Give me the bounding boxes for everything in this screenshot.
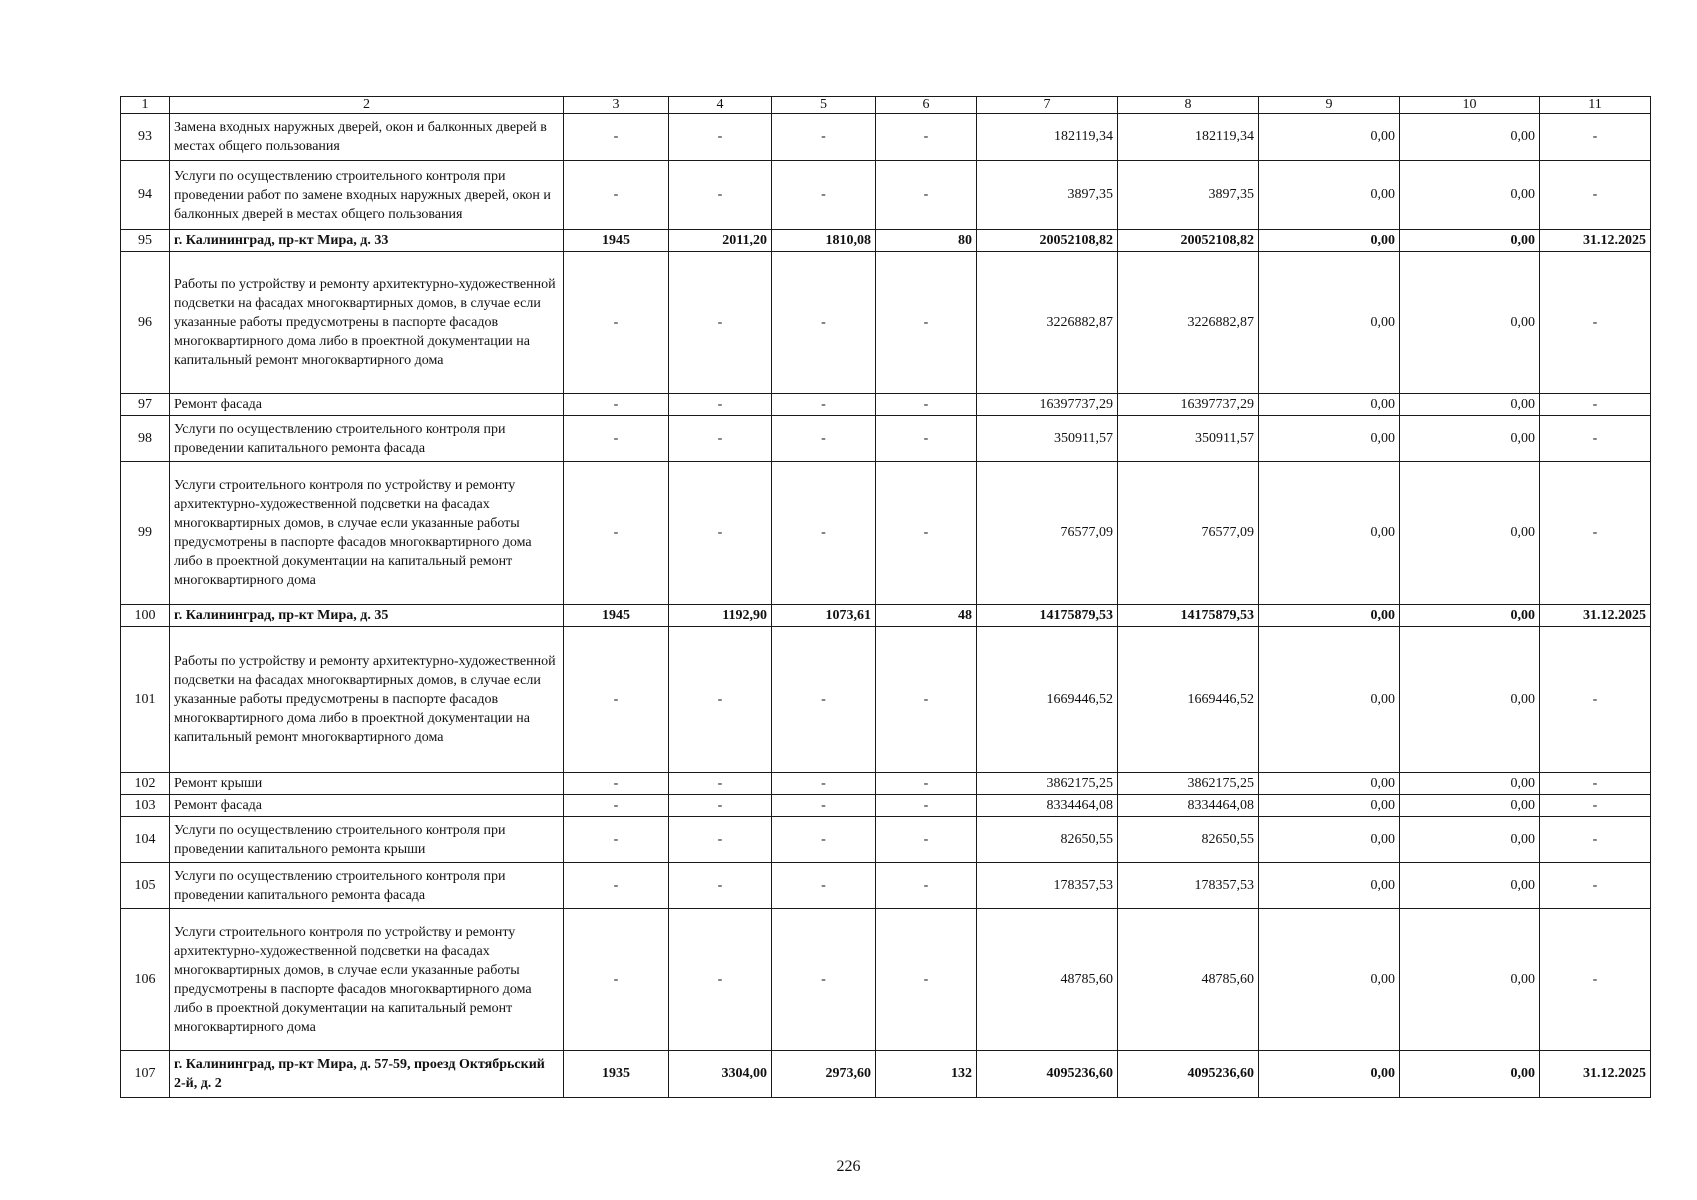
page-number: 226 (836, 1158, 861, 1175)
table-row (121, 795, 1651, 817)
budget-cost: 0,00 (1259, 627, 1400, 773)
living-area: - (772, 817, 876, 863)
fund-cost: 82650,55 (1118, 817, 1259, 863)
row-number: 97 (121, 394, 170, 416)
header-cell: 10 (1400, 97, 1540, 114)
header-cell: 9 (1259, 97, 1400, 114)
residents-count: - (876, 795, 977, 817)
header-cell: 6 (876, 97, 977, 114)
other-cost: 0,00 (1400, 817, 1540, 863)
table-row (121, 161, 1651, 230)
deadline: - (1540, 627, 1651, 773)
header-cell: 4 (669, 97, 772, 114)
table-row (121, 114, 1651, 161)
residents-count: 132 (876, 1051, 977, 1098)
row-number: 96 (121, 252, 170, 394)
living-area: - (772, 795, 876, 817)
build-year: - (564, 416, 669, 462)
other-cost: 0,00 (1400, 462, 1540, 605)
build-year: 1935 (564, 1051, 669, 1098)
fund-cost: 14175879,53 (1118, 605, 1259, 627)
living-area: - (772, 114, 876, 161)
fund-cost: 3897,35 (1118, 161, 1259, 230)
row-number: 99 (121, 462, 170, 605)
total-cost: 20052108,82 (977, 230, 1118, 252)
fund-cost: 3226882,87 (1118, 252, 1259, 394)
header-cell: 1 (121, 97, 170, 114)
deadline: - (1540, 795, 1651, 817)
total-cost: 8334464,08 (977, 795, 1118, 817)
row-number: 100 (121, 605, 170, 627)
work-name: Услуги по осуществлению строительного контроля при проведении капитального ремонта крыши (170, 817, 564, 863)
living-area: - (772, 416, 876, 462)
build-year: - (564, 114, 669, 161)
residents-count: - (876, 909, 977, 1051)
residents-count: - (876, 394, 977, 416)
build-year: - (564, 773, 669, 795)
total-area: - (669, 627, 772, 773)
other-cost: 0,00 (1400, 416, 1540, 462)
budget-cost: 0,00 (1259, 230, 1400, 252)
deadline: - (1540, 114, 1651, 161)
row-number: 93 (121, 114, 170, 161)
total-area: - (669, 114, 772, 161)
work-name: Ремонт фасада (170, 394, 564, 416)
total-area: 2011,20 (669, 230, 772, 252)
residents-count: - (876, 416, 977, 462)
total-cost: 182119,34 (977, 114, 1118, 161)
total-area: 1192,90 (669, 605, 772, 627)
address-row (121, 1051, 1651, 1098)
table-row (121, 252, 1651, 394)
living-area: - (772, 773, 876, 795)
building-address: г. Калининград, пр-кт Мира, д. 33 (170, 230, 564, 252)
build-year: - (564, 795, 669, 817)
total-area: 3304,00 (669, 1051, 772, 1098)
fund-cost: 1669446,52 (1118, 627, 1259, 773)
total-cost: 14175879,53 (977, 605, 1118, 627)
deadline: 31.12.2025 (1540, 1051, 1651, 1098)
total-cost: 350911,57 (977, 416, 1118, 462)
deadline: - (1540, 909, 1651, 1051)
total-area: - (669, 909, 772, 1051)
build-year: - (564, 394, 669, 416)
deadline: - (1540, 462, 1651, 605)
living-area: 1073,61 (772, 605, 876, 627)
row-number: 103 (121, 795, 170, 817)
residents-count: - (876, 773, 977, 795)
fund-cost: 76577,09 (1118, 462, 1259, 605)
total-cost: 178357,53 (977, 863, 1118, 909)
fund-cost: 182119,34 (1118, 114, 1259, 161)
row-number: 106 (121, 909, 170, 1051)
build-year: - (564, 863, 669, 909)
living-area: 2973,60 (772, 1051, 876, 1098)
budget-cost: 0,00 (1259, 161, 1400, 230)
living-area: - (772, 252, 876, 394)
other-cost: 0,00 (1400, 795, 1540, 817)
work-name: Услуги по осуществлению строительного контроля при проведении капитального ремонта фасада (170, 863, 564, 909)
deadline: - (1540, 817, 1651, 863)
header-cell: 8 (1118, 97, 1259, 114)
other-cost: 0,00 (1400, 161, 1540, 230)
building-address: г. Калининград, пр-кт Мира, д. 57-59, проезд Октябрьский 2-й, д. 2 (170, 1051, 564, 1098)
total-area: - (669, 462, 772, 605)
work-name: Услуги по осуществлению строительного контроля при проведении капитального ремонта фасада (170, 416, 564, 462)
work-name: Услуги строительного контроля по устройству и ремонту архитектурно-художественной подсветки на фасадах многоквартирных домов, в случае если указанные работы предусмотрены в паспорте фасадов многоквартирного дома либо в проектной документации на капитальный ремонт многоквартирного дома (170, 462, 564, 605)
residents-count: 80 (876, 230, 977, 252)
table-row (121, 773, 1651, 795)
table-row (121, 627, 1651, 773)
fund-cost: 3862175,25 (1118, 773, 1259, 795)
deadline: - (1540, 252, 1651, 394)
residents-count: - (876, 161, 977, 230)
row-number: 102 (121, 773, 170, 795)
fund-cost: 16397737,29 (1118, 394, 1259, 416)
living-area: - (772, 161, 876, 230)
deadline: - (1540, 773, 1651, 795)
fund-cost: 4095236,60 (1118, 1051, 1259, 1098)
total-cost: 1669446,52 (977, 627, 1118, 773)
residents-count: - (876, 114, 977, 161)
residents-count: - (876, 252, 977, 394)
total-cost: 3862175,25 (977, 773, 1118, 795)
work-name: Работы по устройству и ремонту архитектурно-художественной подсветки на фасадах многоквартирных домов, в случае если указанные работы предусмотрены в паспорте фасадов многоквартирного дома либо в проектной документации на капитальный ремонт многоквартирного дома (170, 252, 564, 394)
building-address: г. Калининград, пр-кт Мира, д. 35 (170, 605, 564, 627)
table-row (121, 416, 1651, 462)
build-year: - (564, 817, 669, 863)
work-name: Ремонт крыши (170, 773, 564, 795)
fund-cost: 350911,57 (1118, 416, 1259, 462)
row-number: 95 (121, 230, 170, 252)
budget-cost: 0,00 (1259, 416, 1400, 462)
residents-count: - (876, 817, 977, 863)
other-cost: 0,00 (1400, 114, 1540, 161)
total-cost: 3226882,87 (977, 252, 1118, 394)
total-cost: 3897,35 (977, 161, 1118, 230)
budget-cost: 0,00 (1259, 1051, 1400, 1098)
living-area: - (772, 627, 876, 773)
other-cost: 0,00 (1400, 909, 1540, 1051)
total-area: - (669, 416, 772, 462)
row-number: 105 (121, 863, 170, 909)
table-row (121, 462, 1651, 605)
total-area: - (669, 795, 772, 817)
table-row (121, 394, 1651, 416)
budget-cost: 0,00 (1259, 605, 1400, 627)
build-year: - (564, 161, 669, 230)
living-area: - (772, 863, 876, 909)
total-cost: 76577,09 (977, 462, 1118, 605)
total-cost: 16397737,29 (977, 394, 1118, 416)
residents-count: - (876, 627, 977, 773)
living-area: - (772, 909, 876, 1051)
residents-count: 48 (876, 605, 977, 627)
row-number: 107 (121, 1051, 170, 1098)
work-name: Ремонт фасада (170, 795, 564, 817)
header-cell: 3 (564, 97, 669, 114)
budget-cost: 0,00 (1259, 817, 1400, 863)
build-year: - (564, 627, 669, 773)
header-cell: 11 (1540, 97, 1651, 114)
total-cost: 48785,60 (977, 909, 1118, 1051)
row-number: 94 (121, 161, 170, 230)
total-area: - (669, 817, 772, 863)
build-year: - (564, 909, 669, 1051)
budget-cost: 0,00 (1259, 114, 1400, 161)
other-cost: 0,00 (1400, 605, 1540, 627)
address-row (121, 230, 1651, 252)
table-row (121, 817, 1651, 863)
header-cell: 7 (977, 97, 1118, 114)
total-cost: 4095236,60 (977, 1051, 1118, 1098)
budget-cost: 0,00 (1259, 773, 1400, 795)
build-year: - (564, 252, 669, 394)
build-year: - (564, 462, 669, 605)
total-area: - (669, 394, 772, 416)
fund-cost: 8334464,08 (1118, 795, 1259, 817)
other-cost: 0,00 (1400, 394, 1540, 416)
other-cost: 0,00 (1400, 863, 1540, 909)
total-cost: 82650,55 (977, 817, 1118, 863)
work-name: Замена входных наружных дверей, окон и балконных дверей в местах общего пользования (170, 114, 564, 161)
work-name: Услуги строительного контроля по устройству и ремонту архитектурно-художественной подсветки на фасадах многоквартирных домов, в случае если указанные работы предусмотрены в паспорте фасадов многоквартирного дома либо в проектной документации на капитальный ремонт многоквартирного дома (170, 909, 564, 1051)
work-name: Работы по устройству и ремонту архитектурно-художественной подсветки на фасадах многоквартирных домов, в случае если указанные работы предусмотрены в паспорте фасадов многоквартирного дома либо в проектной документации на капитальный ремонт многоквартирного дома (170, 627, 564, 773)
living-area: - (772, 394, 876, 416)
build-year: 1945 (564, 230, 669, 252)
other-cost: 0,00 (1400, 627, 1540, 773)
residents-count: - (876, 863, 977, 909)
other-cost: 0,00 (1400, 773, 1540, 795)
total-area: - (669, 773, 772, 795)
total-area: - (669, 252, 772, 394)
other-cost: 0,00 (1400, 252, 1540, 394)
deadline: 31.12.2025 (1540, 605, 1651, 627)
residents-count: - (876, 462, 977, 605)
address-row (121, 605, 1651, 627)
other-cost: 0,00 (1400, 230, 1540, 252)
budget-cost: 0,00 (1259, 795, 1400, 817)
row-number: 98 (121, 416, 170, 462)
row-number: 104 (121, 817, 170, 863)
deadline: - (1540, 394, 1651, 416)
table-row (121, 863, 1651, 909)
budget-cost: 0,00 (1259, 909, 1400, 1051)
deadline: - (1540, 863, 1651, 909)
budget-cost: 0,00 (1259, 252, 1400, 394)
header-cell: 2 (170, 97, 564, 114)
deadline: 31.12.2025 (1540, 230, 1651, 252)
build-year: 1945 (564, 605, 669, 627)
work-name: Услуги по осуществлению строительного контроля при проведении работ по замене входных наружных дверей, окон и балконных дверей в местах общего пользования (170, 161, 564, 230)
total-area: - (669, 863, 772, 909)
living-area: - (772, 462, 876, 605)
fund-cost: 20052108,82 (1118, 230, 1259, 252)
total-area: - (669, 161, 772, 230)
table-row (121, 909, 1651, 1051)
row-number: 101 (121, 627, 170, 773)
deadline: - (1540, 416, 1651, 462)
budget-cost: 0,00 (1259, 863, 1400, 909)
document-table (120, 96, 1651, 1098)
other-cost: 0,00 (1400, 1051, 1540, 1098)
header-cell: 5 (772, 97, 876, 114)
header-row (121, 97, 1651, 114)
fund-cost: 48785,60 (1118, 909, 1259, 1051)
deadline: - (1540, 161, 1651, 230)
fund-cost: 178357,53 (1118, 863, 1259, 909)
budget-cost: 0,00 (1259, 462, 1400, 605)
living-area: 1810,08 (772, 230, 876, 252)
budget-cost: 0,00 (1259, 394, 1400, 416)
